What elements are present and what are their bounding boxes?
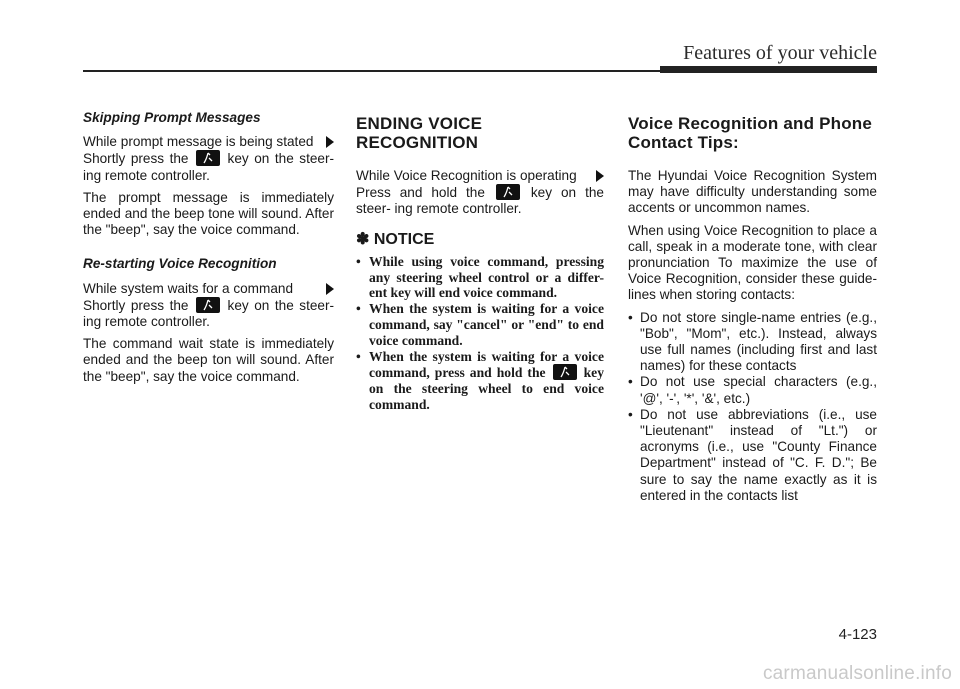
notice-item-text: When the system is waiting for a voice command, press and hold the <box>369 348 604 381</box>
paragraph <box>83 297 334 330</box>
text-line <box>83 134 334 150</box>
subheading-skipping-prompt: Skipping Prompt Messages <box>83 110 261 125</box>
notice-title: ✽ NOTICE <box>356 230 435 248</box>
text-fragment: ing remote controller. <box>83 314 210 330</box>
text-fragment: ing remote controller. <box>394 201 522 217</box>
tip-item: • Do not use abbreviations (i.e., use "Lieutenant" instead of "Lt.") or acronyms (i.e., use "County Finance Department" instead of "C. F. D."; Be sure to say the name exactly as it is entered in the contacts list <box>628 406 877 503</box>
text-fragment: key on the steer- <box>227 151 335 167</box>
voice-talk-key-icon <box>196 150 220 166</box>
continue-arrow-icon <box>326 283 334 295</box>
text-fragment: Shortly press the <box>83 297 189 313</box>
subheading-restarting-voice-recognition: Re-starting Voice Recognition <box>83 256 277 272</box>
continue-arrow-icon <box>326 136 334 148</box>
text-fragment: Shortly press the <box>83 151 189 167</box>
notice-item: • When the system is waiting for a voice command, press and hold the key on the steering wheel to end voice command. <box>356 348 604 412</box>
voice-talk-key-icon <box>496 184 520 200</box>
voice-talk-key-icon <box>196 297 220 313</box>
text-fragment: While prompt message is being stated <box>83 134 314 150</box>
notice-item-text: While using voice command, pressing any steering wheel control or a differ- ent key will end voice command. <box>369 253 604 301</box>
text-line <box>83 281 334 297</box>
paragraph <box>356 184 604 217</box>
text-fragment: While Voice Recognition is operating <box>356 168 577 183</box>
column-right <box>628 110 877 504</box>
watermark: carmanualsonline.info <box>762 663 952 684</box>
tip-item-text: Do not store single-name entries (e.g., "Bob", "Mom", etc.). Instead, always use full names (including first and last names) for these contacts <box>640 309 877 374</box>
paragraph: The Hyundai Voice Recognition System may have difficulty understanding some accents or uncommon names. <box>628 168 877 216</box>
paragraph: The prompt message is immediately ended and the beep tone will sound. After the "beep", say the voice command. <box>83 189 334 238</box>
tip-item: • Do not store single-name entries (e.g., "Bob", "Mom", etc.). Instead, always use full names (including first and last names) for these contacts <box>628 309 877 374</box>
column-left <box>83 110 334 391</box>
notice-item: • When the system is waiting for a voice command, say "cancel" or "end" to end voice command. <box>356 301 604 348</box>
notice-list <box>356 254 604 413</box>
text-fragment: ing remote controller. <box>83 167 210 183</box>
text-fragment: While system waits for a command <box>83 280 294 296</box>
tip-item: • Do not use special characters (e.g., '@', '-', '*', '&', etc.) <box>628 374 877 406</box>
column-middle <box>356 110 604 413</box>
section-title-contact-tips: Voice Recognition and Phone Contact Tips: <box>628 114 873 152</box>
text-line <box>356 168 604 184</box>
tip-item-text: Do not use abbreviations (i.e., use "Lieutenant" instead of "Lt.") or acronyms (i.e., use "County Finance Department" instead of "C. F. D."; Be sure to say the name exactly as it is entered in the contacts list <box>640 406 877 503</box>
page-header-title: Features of your vehicle <box>683 42 877 64</box>
section-title-ending-voice-recognition: ENDING VOICE RECOGNITION <box>356 114 483 152</box>
header-rule-thin <box>83 70 660 72</box>
tip-item-text: Do not use special characters (e.g., '@', '-', '*', '&', etc.) <box>640 374 877 406</box>
text-fragment: key on the steer- <box>227 297 335 313</box>
text-fragment: key on the steer- <box>356 185 604 217</box>
notice-item-text: key on the steering wheel to end voice command. <box>369 365 604 412</box>
voice-talk-key-icon <box>553 364 577 380</box>
notice-item: • While using voice command, pressing any steering wheel control or a differ- ent key will end voice command. <box>356 253 604 301</box>
paragraph: When using Voice Recognition to place a call, speak in a moderate tone, with clear pronunciation To maximize the use of Voice Recognition, consider these guide- lines when storing contacts: <box>628 222 877 303</box>
paragraph <box>83 150 334 183</box>
text-fragment: Press and hold the <box>356 185 485 201</box>
notice-item-text: When the system is waiting for a voice command, say "cancel" or "end" to end voice command. <box>369 301 604 348</box>
continue-arrow-icon <box>596 170 604 182</box>
page-number: 4-123 <box>838 626 877 643</box>
paragraph: The command wait state is immediately ended and the beep ton will sound. After the "beep", say the voice command. <box>83 336 334 384</box>
tips-list <box>628 310 877 504</box>
header-rule-thick <box>660 66 877 73</box>
